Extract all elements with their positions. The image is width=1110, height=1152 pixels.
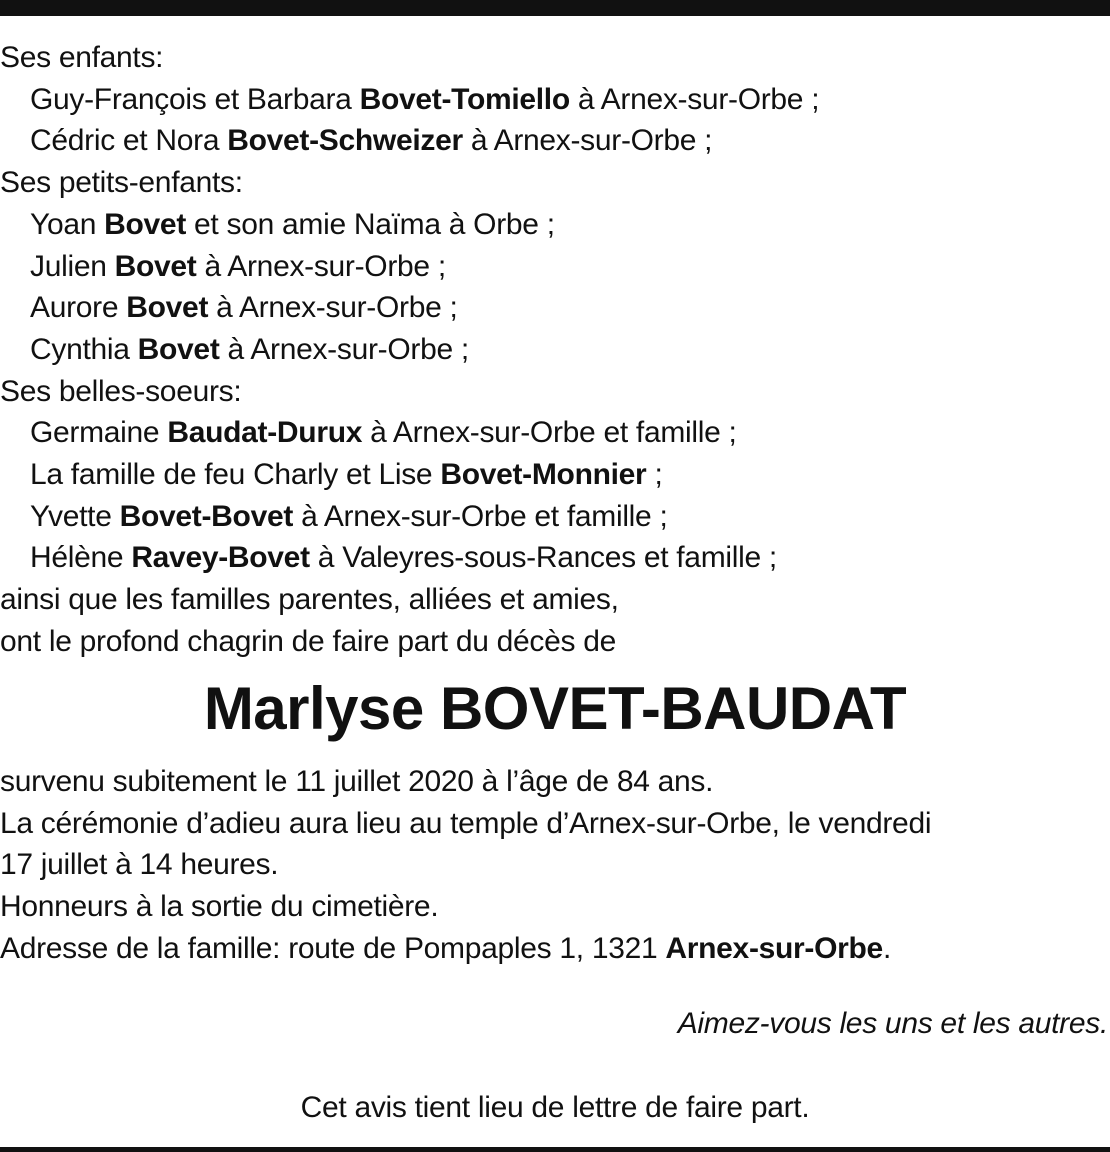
relative-text: Aurore: [30, 291, 127, 325]
relative-text: Cédric et Nora: [30, 124, 228, 158]
relative-place: à Arnex-sur-Orbe ;: [196, 249, 446, 283]
list-item: [0, 79, 1110, 121]
footer-note: Cet avis tient lieu de lettre de faire part.: [300, 1091, 810, 1124]
relative-place: à Arnex-sur-Orbe ;: [208, 291, 458, 325]
list-item: [0, 329, 1110, 371]
address-place: Arnex-sur-Orbe: [665, 931, 883, 965]
relative-text: Guy-François et Barbara: [30, 82, 360, 116]
list-item: [0, 120, 1110, 162]
relative-surname: Bovet-Bovet: [119, 499, 294, 533]
relative-place: à Arnex-sur-Orbe et famille ;: [293, 499, 668, 533]
address-text: Adresse de la famille: route de Pompaples 1, 1321: [0, 931, 666, 965]
list-item: [0, 454, 1110, 496]
bottom-rule: [0, 1147, 1110, 1152]
top-rule: [0, 0, 1110, 16]
relative-text: Yoan: [30, 207, 105, 241]
ceremony-time-line: 17 juillet à 14 heures.: [0, 848, 279, 882]
relative-surname: Bovet: [104, 207, 187, 241]
details-section: [0, 761, 1110, 970]
relative-place: et son amie Naïma à Orbe ;: [186, 207, 555, 241]
ceremony-line: La cérémonie d’adieu aura lieu au temple d’Arnex-sur-Orbe, le vendredi: [0, 806, 932, 840]
relative-surname: Bovet: [126, 291, 209, 325]
motto: Aimez-vous les uns et les autres.: [677, 1007, 1108, 1040]
relative-text: Germaine: [30, 416, 168, 450]
death-date-line: survenu subitement le 11 juillet 2020 à l’âge de 84 ans.: [0, 765, 714, 798]
relative-surname: Bovet: [114, 249, 197, 283]
relative-place: à Arnex-sur-Orbe ;: [569, 82, 820, 116]
relative-place: ;: [646, 458, 663, 492]
relative-text: Hélène: [30, 541, 132, 575]
relative-place: à Arnex-sur-Orbe ;: [462, 124, 713, 158]
relative-place: à Arnex-sur-Orbe et famille ;: [362, 416, 737, 450]
relative-surname: Bovet-Monnier: [440, 458, 647, 492]
list-item: [0, 204, 1110, 246]
relative-surname: Ravey-Bovet: [131, 541, 310, 575]
relative-surname: Baudat-Durux: [167, 416, 363, 450]
address-end: .: [882, 931, 891, 965]
list-item: [0, 246, 1110, 288]
relative-text: Yvette: [30, 499, 120, 533]
relative-surname: Bovet-Schweizer: [227, 124, 463, 158]
honours-line: Honneurs à la sortie du cimetière.: [0, 890, 439, 924]
relative-text: Cynthia: [30, 332, 138, 366]
intro-line-1: ainsi que les familles parentes, alliées et amies,: [0, 583, 619, 617]
deceased-name: Marlyse BOVET-BAUDAT: [203, 674, 907, 742]
relative-surname: Bovet-Tomiello: [359, 82, 570, 116]
relative-surname: Bovet: [137, 332, 220, 366]
list-item: [0, 287, 1110, 329]
relatives-section: [0, 37, 1110, 753]
intro-line-2: ont le profond chagrin de faire part du décès de: [0, 624, 617, 658]
list-item: [0, 537, 1110, 579]
relative-place: à Valeyres-sous-Rances et famille ;: [309, 541, 777, 575]
heading-belles-soeurs: Ses belles-soeurs:: [0, 374, 242, 408]
list-item: [0, 496, 1110, 538]
relative-text: La famille de feu Charly et Lise: [30, 458, 441, 492]
relative-place: à Arnex-sur-Orbe ;: [219, 332, 469, 366]
family-address: [0, 928, 1110, 970]
relative-text: Julien: [30, 249, 115, 283]
heading-enfants: Ses enfants:: [0, 41, 164, 74]
list-item: [0, 412, 1110, 454]
heading-petits-enfants: Ses petits-enfants:: [0, 166, 243, 200]
